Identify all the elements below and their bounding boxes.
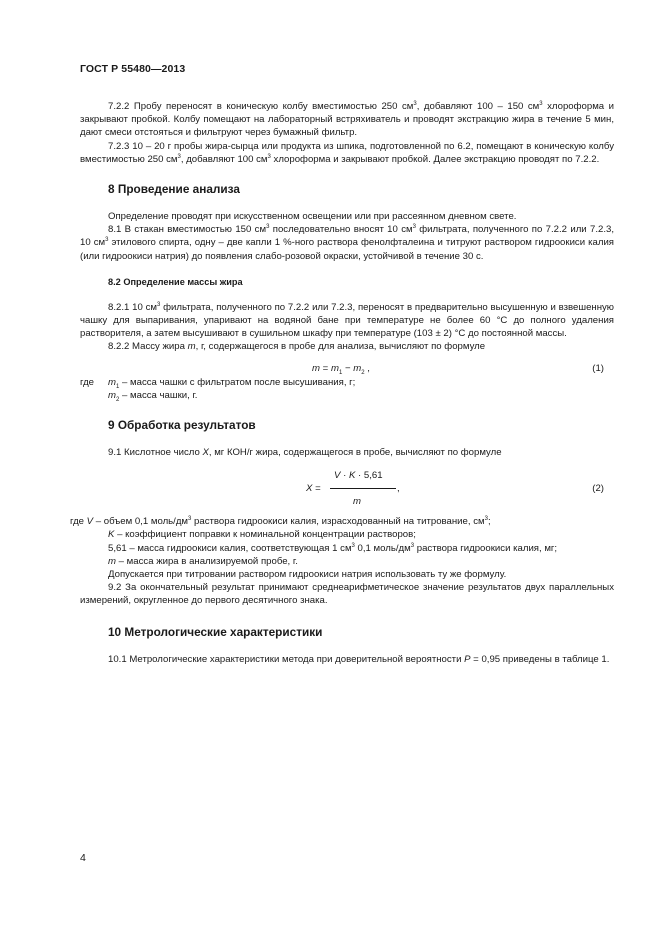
formula-2-numerator: V · K · 5,61 [334, 470, 383, 482]
paragraph-10-1: 10.1 Метрологические характеристики метода при доверительной вероятности P = 0,95 приведены в таблице 1. [108, 653, 610, 665]
formula-2 [80, 469, 614, 509]
paragraph-8-intro: Определение проводят при искусственном освещении или при рассеянном дневном свете. [108, 211, 517, 223]
where-m: m – масса жира в анализируемой пробе, г. [108, 555, 298, 567]
paragraph-8-2-2: 8.2.2 Массу жира m, г, содержащегося в пробе для анализа, вычисляют по формуле [108, 341, 486, 353]
formula-2-comma: , [397, 483, 400, 495]
where-561: 5,61 – масса гидроокиси калия, соответствующая 1 $см^3$ 0,1 моль/$дм^3$ раствора гидроокиси калия, мг; [108, 542, 558, 554]
paragraph-7-2-2: 7.2.2 Пробу переносят в коническую колбу вместимостью 250 $см^3$, добавляют 100 – 150 $см^3$ хлороформа и закрывают пробкой. Колбу помещают на лабораторный встряхиватель и проводят экстракцию жира в течение 5 мин, дают смеси отстояться и фильтруют через бумажный фильтр. [80, 100, 615, 139]
formula-1-expression: $m = m_1 - m_2$ , [312, 362, 370, 376]
section-8-heading: 8 Проведение анализа [108, 182, 240, 197]
formula-2-number: (2) [592, 483, 604, 495]
paragraph-7-2-3: 7.2.3 10 – 20 г пробы жира-сырца или продукта из шпика, подготовленной по 6.2, помещают в коническую колбу вместимостью 250 $см^3$, добавляют 100 $см^3$ хлороформа и закрывают пробкой. Далее экстракцию проводят по 7.2.2. [80, 140, 614, 165]
formula-2-lhs: X = [306, 483, 321, 495]
paragraph-9-2: 9.2 За окончательный результат принимают среднеарифметическое значение результатов двух параллельных измерений, округленное до первого десятичного знака. [80, 582, 614, 607]
where-label: где [80, 376, 95, 388]
subsection-8-2-heading: 8.2 Определение массы жира [108, 276, 243, 287]
section-9-heading: 9 Обработка результатов [108, 418, 256, 433]
formula-1-number: (1) [592, 362, 604, 374]
page-content [70, 100, 615, 666]
section-10-heading: 10 Метрологические характеристики [108, 624, 323, 639]
paragraph-9-allow: Допускается при титровании раствором гидроокиси натрия использовать ту же формулу. [108, 569, 507, 581]
paragraph-9-1: 9.1 Кислотное число X, мг КОН/г жира, содержащегося в пробе, вычисляют по формуле [108, 447, 502, 459]
fraction-bar [330, 488, 396, 489]
paragraph-8-2-1: 8.2.1 10 $см^3$ фильтрата, полученного по 7.2.2 или 7.2.3, переносят в предварительно высушенную и взвешенную чашку для выпаривания, упаривают на водяной бане при температуре не более 60 °С до полного удаления растворителя, а затем высушивают в сушильном шкафу при температуре (103 ± 2) °С до постоянной массы. [80, 301, 615, 340]
paragraph-8-1: 8.1 В стакан вместимостью 150 $см^3$ последовательно вносят 10 $см^3$ фильтрата, полученного по 7.2.2 или 7.2.3, 10 $см^3$ этилового спирта, одну – две капли 1 %-ного раствора фенолфталеина и титруют раствором гидроокиси калия (или гидроокиси натрия) до появления слабо-розовой окраски, устойчивой в течение 30 с. [80, 224, 615, 262]
document-header: ГОСТ Р 55480—2013 [80, 63, 186, 75]
formula-1 [80, 362, 614, 376]
where-v: где V – объем 0,1 моль/$дм^3$ раствора гидроокиси калия, израсходованный на титрование, $см^3$; [70, 516, 491, 528]
where-m1: где $m_1$ – масса чашки с фильтратом после высушивания, г; [80, 376, 356, 390]
where-k: K – коэффициент поправки к номинальной концентрации растворов; [108, 529, 416, 541]
page-number: 4 [80, 852, 86, 864]
formula-2-denominator: m [353, 496, 361, 508]
where-m2: $m_2$ – масса чашки, г. [108, 389, 198, 403]
